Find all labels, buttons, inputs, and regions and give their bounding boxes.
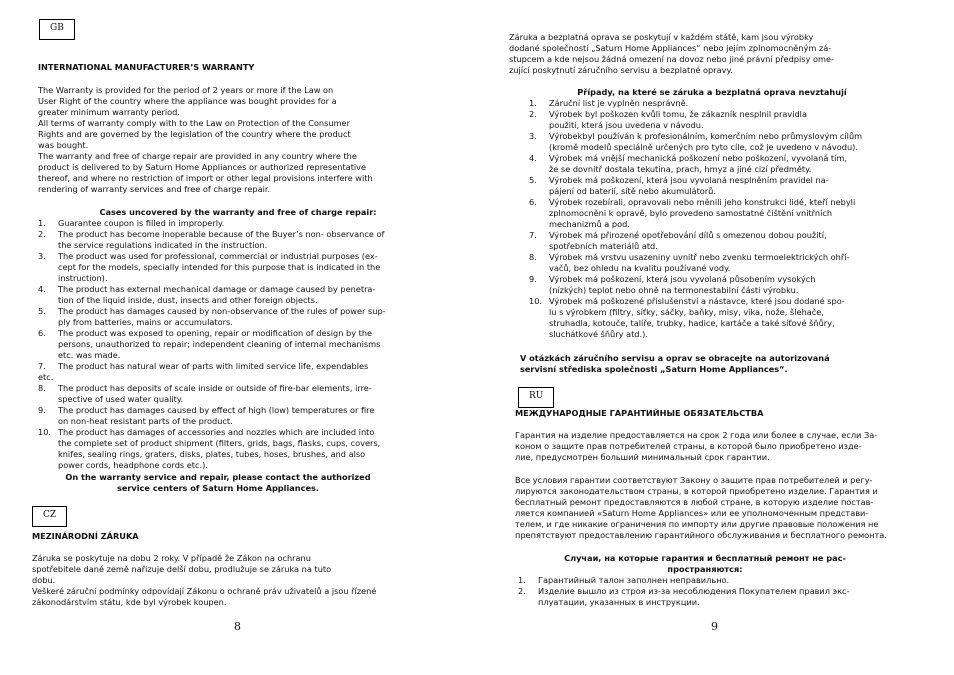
list-item [529,230,923,252]
list-item [38,306,446,328]
list-item-text: Výrobek má přirozené opotřebování dílů s omezenou dobou použití, spotřebních materiálů atd. [549,230,827,251]
list-item [529,175,923,197]
list-item [38,218,446,229]
cz-cases-title: Případy, na které se záruka a bezplatná oprava nevztahují [577,87,847,97]
list-item-text: The product has damages caused by effect of high (low) temperatures or fire on non-heat resistant parts of the product. [58,405,375,426]
list-item-number: 5. [38,306,46,316]
ru-warranty-paragraph-2: Все условия гарантии соответствуют Закону о защите прав потребителей и регу- лируются законодательством страны, в которой приобретено изделие. Гарантия и бесплатный ремонт предоставляются в любой стране, в которую изделие постав- ляется компанией «Saturn Home Appliances» или ее уполномоченным представи- телем, и где никакие ограничения по импорту или другие правовые положения не препятствуют предоставлению гарантийного обслуживания и бесплатного ремонта. [515,475,887,540]
gb-cases-list-continued [38,383,446,471]
list-item-text: Guarantee coupon is filled in improperly. [58,218,225,228]
list-item [38,284,446,306]
list-item-text: The product has damages of accessories and nozzles which are included into the complete set of product shipment (filters, grids, bags, flasks, cups, covers, knifes, sealing rings, graters, disks, plates, tubes, hoses, brushes, and also power cords, headphone cords etc.). [58,427,381,470]
list-item-text: Výrobek má poškozené příslušenství a nástavce, které jsou dodané spo- lu s výrobkem (filtry, síťky, sáčky, baňky, misy, víka, nože, šlehače, struhadla, kotouče, talíře, trubky, hadice, kartáče a také síťové šňůry, sluchátkové šňůry atd.). [549,296,845,339]
list-item-number: 1. [38,218,46,228]
list-item [529,274,923,296]
list-item [38,405,446,427]
list-item-text: Záruční list je vyplněn nesprávně. [549,98,689,108]
list-item-text: The product was exposed to opening, repair or modification of design by the persons, unauthorized to repair; independent cleaning of internal mechanisms etc. was made. [58,328,381,360]
list-item-number: 6. [38,328,46,338]
list-item-number: 10. [529,296,543,306]
list-item [529,153,923,175]
list-item-text: The product was used for professional, commercial or industrial purposes (ex- cept for the models, specially intended for this purpose that is indicated in the instruction). [58,251,381,283]
list-item-text: Výrobek byl poškozen kvůli tomu, že zákazník nesplnil pravidla použití, která jsou uvedena v návodu. [549,109,807,130]
list-item-text: Гарантийный талон заполнен неправильно. [538,575,730,585]
list-item-number: 9. [529,274,537,284]
list-item-text: The product has become inoperable because of the Buyer’s non- observance of the service regulations indicated in the instruction. [58,229,385,250]
list-item-number: 6. [529,197,537,207]
page-number-left: 8 [234,620,241,633]
list-item-number: 1. [518,575,526,585]
list-item-number: 3. [38,251,46,261]
list-item-number: 4. [38,284,46,294]
list-item [38,229,446,251]
list-item-number: 3. [529,131,537,141]
language-box-cz: CZ [32,506,67,527]
list-item-text: Výrobek má vrstvu usazeniny uvnitř nebo zvenku termoelektrických ohří- vačů, bez ohledu na kvalitu používané vody. [549,252,850,273]
list-item-number: 9. [38,405,46,415]
gb-warranty-paragraph: The Warranty is provided for the period of 2 years or more if the Law on User Right of the country where the appliance was bought provides for a greater minimum warranty period. All terms of warranty comply with to the Law on Protection of the Consumer Rights and are governed by the legislation of the country where the product was bought. The warranty and free of charge repair are provided in any country where the product is delivered to by Saturn Home Appliances or authorized representative thereof, and where no restriction of import or other legal provisions interfere with rendering of warranty services and free of charge repair. [38,85,373,194]
list-item-text: Výrobek rozebírali, opravovali nebo měnili jeho konstrukci lidé, kteří nebyli zplnomocněni k opravě, bylo provedeno samostatné čištění vnitřních mechanizmů a pod. [549,197,856,229]
list-item-text: Výrobek má poškození, která jsou vyvolaná nesplněním pravidel na- pájení od baterií, sítě nebo akumulátorů. [549,175,829,196]
list-item-number: 4. [529,153,537,163]
language-box-gb: GB [39,19,75,40]
list-item [38,361,446,372]
list-item-number: 2. [38,229,46,239]
list-item-text: Výrobek má poškození, která jsou vyvolaná působením vysokých (nízkých) teplot nebo ohně na termonestabilní části výrobku. [549,274,816,295]
language-box-ru: RU [518,387,554,408]
list-item-number: 8. [529,252,537,262]
gb-cases-title: Cases uncovered by the warranty and free of charge repair: [99,207,377,217]
list-item [529,197,923,230]
gb-case-7-continuation: etc. [38,372,54,382]
list-item-text: Výrobek má vnější mechanická poškození nebo poškození, vyvolaná tím, že se dovnitř dostala tekutina, prach, hmyz a jiné cizí předměty. [549,153,847,174]
gb-warranty-title: INTERNATIONAL MANUFACTURER’S WARRANTY [38,62,255,72]
list-item-number: 1. [529,98,537,108]
list-item-number: 7. [529,230,537,240]
gb-contact-note: On the warranty service and repair, please contact the authorized service centers of Saturn Home Appliances. [65,472,371,493]
ru-warranty-paragraph-1: Гарантия на изделие предоставляется на срок 2 года или более в случае, если За- коном о защите прав потребителей страны, в которой было приобретено изде- лие, предусмотрен больший минимальный срок гарантии. [515,430,878,462]
list-item [529,296,923,340]
list-item [38,328,446,361]
page-number-right: 9 [711,620,718,633]
gb-cases-list [38,218,446,372]
list-item-text: The product has damages caused by non-observance of the rules of power sup- ply from batteries, mains or accumulators. [58,306,386,327]
list-item-number: 2. [518,586,526,596]
list-item-text: The product has deposits of scale inside or outside of fire-bar elements, irre- spective of used water quality. [58,383,372,404]
list-item [38,427,446,471]
ru-warranty-title: МЕЖДУНАРОДНЫЕ ГАРАНТИЙНЫЕ ОБЯЗАТЕЛЬСТВА [515,408,764,418]
list-item [529,252,923,274]
list-item [529,131,923,153]
list-item [518,575,923,586]
cz-warranty-title: MEZINÁRODNÍ ZÁRUKA [32,531,139,541]
list-item-number: 5. [529,175,537,185]
list-item-number: 7. [38,361,46,371]
list-item-number: 8. [38,383,46,393]
list-item-number: 10. [38,427,52,437]
list-item-text: Изделие вышло из строя из-за несоблюдения Покупателем правил экс- плуатации, указанных в инструкции. [538,586,850,607]
ru-cases-list [518,575,923,608]
list-item [529,98,923,109]
list-item-text: The product has external mechanical damage or damage caused by penetra- tion of the liquid inside, dust, insects and other foreign objects. [58,284,376,305]
list-item [529,109,923,131]
list-item-number: 2. [529,109,537,119]
list-item [38,251,446,284]
list-item-text: The product has natural wear of parts with limited service life, expendables [58,361,369,371]
cz-cases-list [529,98,923,340]
ru-cases-title: Случаи, на которые гарантия и бесплатный ремонт не рас- пространяются: [564,553,846,574]
list-item-text: Výrobekbyl používán k profesionálním, komerčním nebo průmyslovým cílům (kromě modelů speciálně určených pro tyto cíle, což je uvedeno v návodu). [549,131,863,152]
cz-warranty-paragraph: Záruka se poskytuje na dobu 2 roky. V případě že Zákon na ochranu spotřebitele dané země nařizuje delší dobu, prodlužuje se záruka na tuto dobu. Veškeré záruční podmínky odpovídají Zákonu o ochraně práv uživatelů a jsou řízené zákonodárstvím státu, kde byl výrobek koupen. [32,553,377,607]
list-item [38,383,446,405]
cz-contact-note: V otázkách záručního servisu a oprav se obracejte na autorizovaná servisní střediska společnosti „Saturn Home Appliances“. [520,353,830,374]
list-item [518,586,923,608]
cz-warranty-paragraph-2: Záruka a bezplatná oprava se poskytují v každém státě, kam jsou výrobky dodané společností „Saturn Home Appliances“ nebo jejím zplnomocněným zá- stupcem a kde nejsou žádná omezení na dovoz nebo jiné právní předpisy ome- zující poskytnutí záručního servisu a bezplatné opravy. [509,32,834,75]
